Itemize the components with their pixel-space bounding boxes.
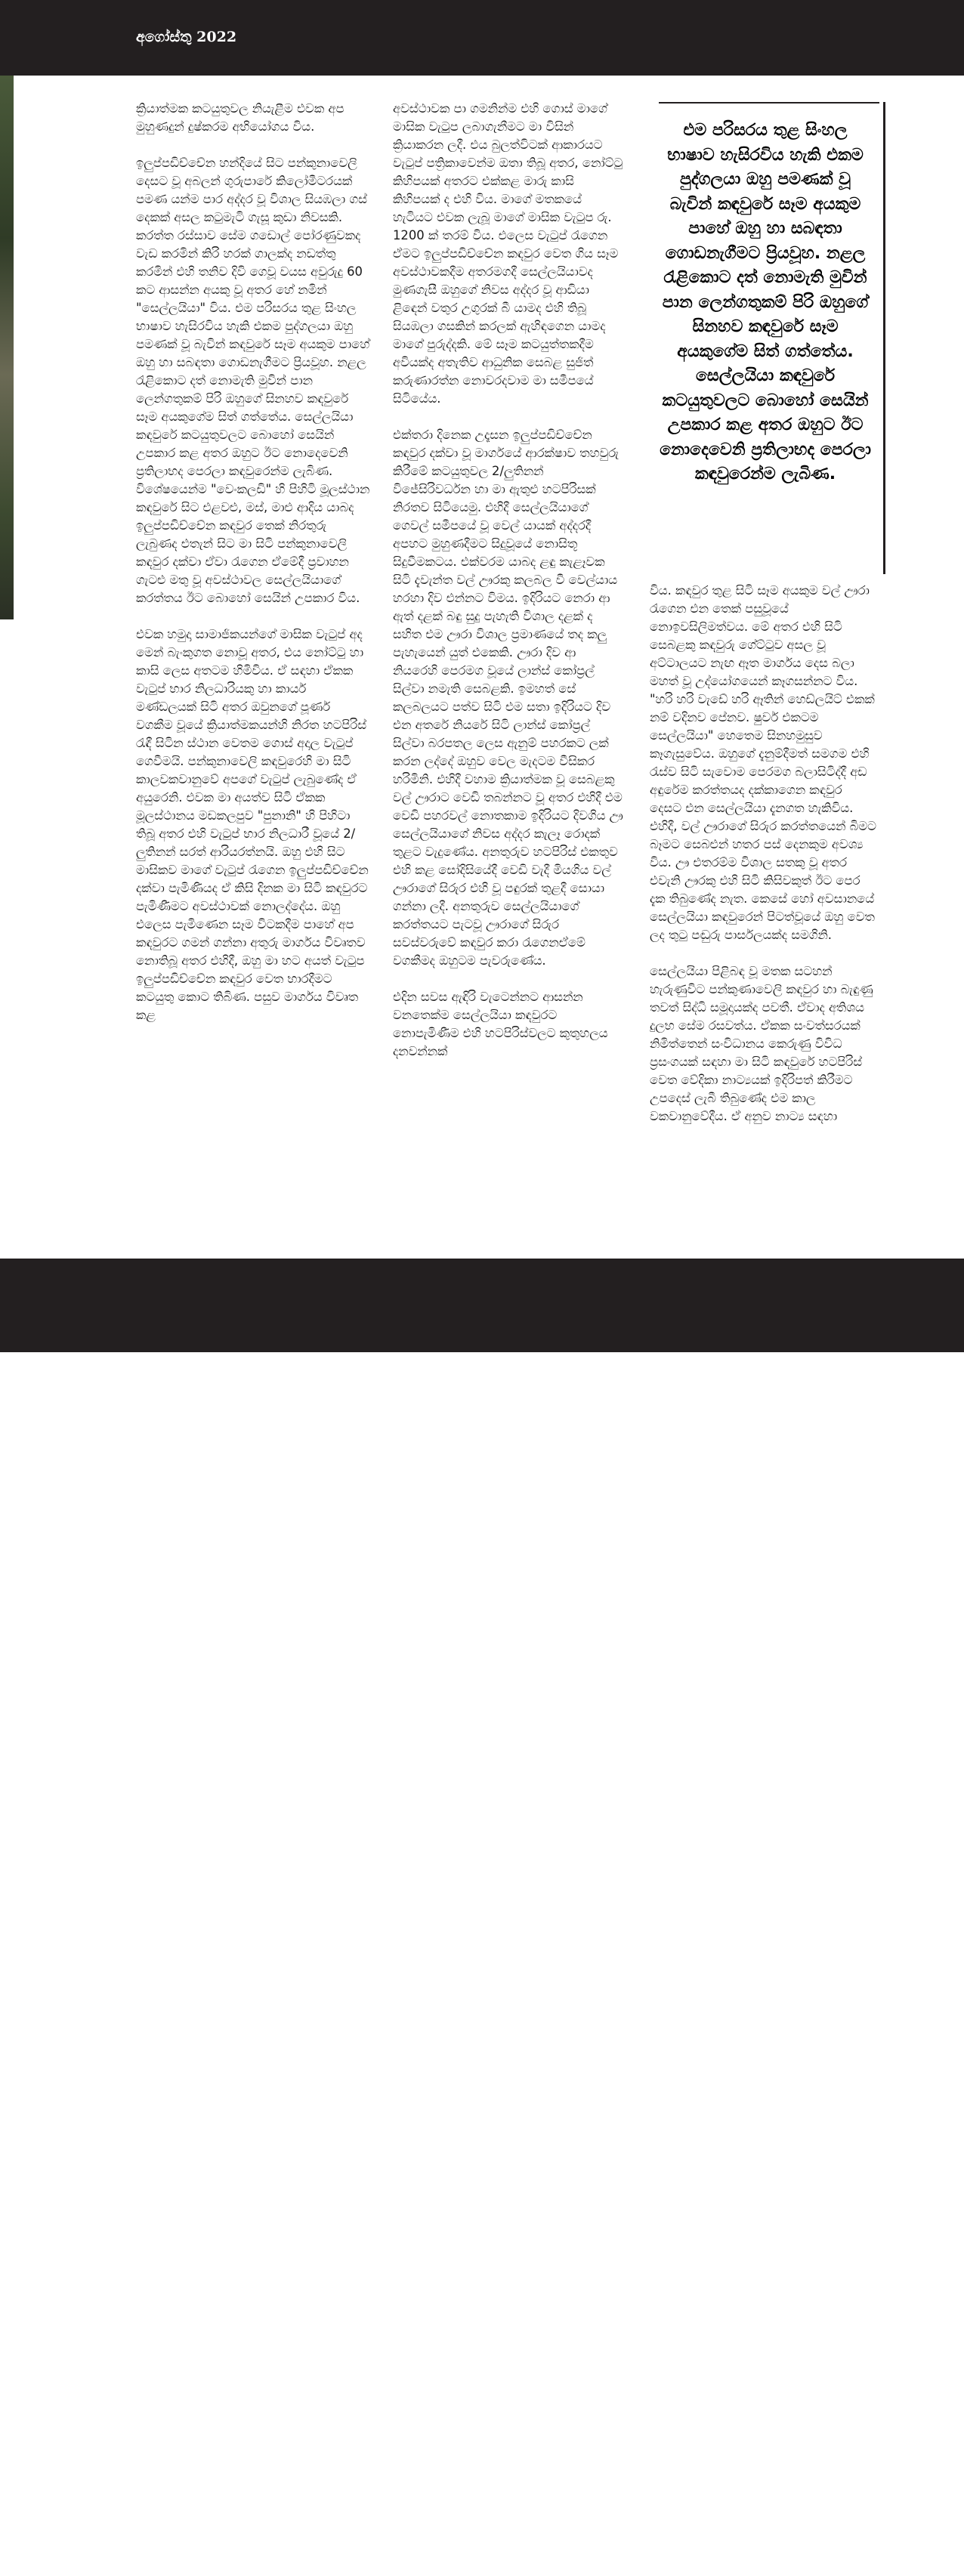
pull-quote-text: එම පරිසරය තුළ සිංහල භාෂාව හැසිරවිය හැකි එකම පුද්ගලයා ඔහු පමණක් වූ බැවින් කඳවුරේ සෑම අයකුම පාහේ ඔහු හා සබඳතා ගොඩනැගීමට ප්‍රියවූහ. නළල රැළිකොට දත් නොමැති මුවින් පාන ලෙන්ගතුකම් පිරි ඔහුගේ සිනහව කඳවුරේ සෑම අයකුගේම සිත් ගත්තේය. සෙල්ලයියා කඳවුරේ කටයුතුවලට බොහෝ සෙයින් උපකාර කළ අතර ඔහුට ඊට නොදෙවෙනි ප්‍රතිලාභද පෙරලා කඳවුරෙන්ම ලැබිණ. bbox=[660, 121, 871, 483]
paragraph: සෙල්ලයියා පිළිබඳ වූ මතක සටහන් හැරුණුවිට පන්කුණාවෙලි කඳවුර හා බැඳුණු තවත් සිද්ධි සමූදායක්ද පවතී. ඒවාද අතිශය දුලභ සේම රසවත්ය. ඒකක සංවත්සරයක් නිමිත්තෙන් සංවිධානය කෙරුණු විවිධ ප්‍රසංගයක් සඳහා මා සිටි කඳවුරේ හටපිරිස් වෙත වේදිකා නාට්‍යයක් ඉදිරිපත් කිරීමට උපදෙස් ලැබී තිබුණේද එම කාල වකවානුවේදීය. ඒ අනුව නාට්‍ය සඳහා bbox=[650, 964, 873, 1123]
page-number: 43 bbox=[861, 2550, 878, 2565]
paragraph: එක්තරා දිනෙක උදෑසන ඉලුප්පඩිච්චේන කඳවුර දක්වා වූ මාර්ගයේ ආරක්ෂාව තහවුරු කිරීමේ කටයුතුවල 2/ලුතිනන් විජේසිරිවර්ධන හා මා ඇතුළු හටපිරිසක් නිරතව සිටියෙමු. එහිදී සෙල්ලයියාගේ ගෙවල් සමීපයේ වූ වෙල් යායක් අද්දරදී අපහට මුහුණදීමට සිදුවූයේ නොසිතූ සිදුවීමකටය. එක්වරම යාබද ළඳු කැළෑවක සිටි දැවැන්ත වල් ඌරකු කලබල වී වෙල්යාය හරහා දිව එන්නට විමය. ඉදිරියට නෙරා ආ ඇත් දළක් බඳු සුදු පැහැති විශාල දළක් ද සහිත එම ඌරා විශාල ප්‍රමාණයේ තද කලු පැහැයෙන් යුත් එකෙකි. ඌරා දිව ආ නියරෙහි පෙරමග වූයේ ලාන්ස් කෝප්‍රල් සිල්වා නමැති සෙබළකි. ඉමහත් සේ කලබලයට පත්ව සිටි එම සතා ඉදිරියට දිව එන අතරේ නියරේ සිටි ලාන්ස් කෝප්‍රල් සිල්වා බරපතල ලෙස ඇනුම් පහරකට ලක් කරන ලද්දේ ඔහුව වෙල මැදටම වීසිකර හරිමිනි. එහිදී වහාම ක්‍රියාත්මක වූ සෙබළකු වල් ඌරාට වෙඩි තබන්නට වූ අතර එහිදී එම වෙඩි පහරවල් නොතකාම ඉදිරියට දිවගිය ඌ සෙල්ලයියාගේ නිවස අද්දර කැලෑ රොදක් තුළට වැදුණේය. අනතුරුව හටපිරිස් එකතුව එහි කළ සෝදිසියේදී වෙඩි වැදී මියගිය වල් ඌරාගේ සිරුර එහි වූ පඳුරක් තුළදී සොයා ගන්නා ලදී. අනතුරුව සෙල්ලයියාගේ කරත්තයට පැටවූ ඌරාගේ සිරුර සවස්වරුවේ කඳවුර කරා රැගෙනඒමේ වගකීමද ඔහුටම පැවරුණේය. bbox=[393, 428, 623, 968]
article-column-3 bbox=[650, 582, 876, 1144]
pull-quote-top-rule bbox=[659, 102, 879, 103]
paragraph: එවක හමුදා සාමාජිකයන්ගේ මාසික වැටුප් අද මෙන් බැංකුගත නොවූ අතර, එය නෝට්ටු හා කාසි ලෙස අතටම හිමිවිය. ඒ සඳහා ඒකක වැටුප් භාර නිලධාරියකු හා කාර්ය මණ්ඩලයක් සිටි අතර ඔවුනගේ පූර්ණ වගකීම වූයේ ක්‍රියාත්මකයන්හි නිරත හටපිරිස් රැඳී සිටින ස්ථාන වෙතම ගොස් අදාල වැටුප් ගෙවීමයි. පන්කුනාවෙලි කඳවුරෙහි මා සිටි කාලවකවානුවේ අපගේ වැටුප් ලැබුණේද ඒ අයුරෙනි. එවක මා අයත්ව සිටි ඒකක මූලස්ථානය මඩකලපුව "පුනානි" හි පිහිටා තිබූ අතර එහි වැටුප් භාර නිලධාරී වූයේ 2/ලුතිනන් සරත් ආරියරත්නයි. ඔහු එහි සිට මාසිකව මාගේ වැටුප් රැගෙන ඉලුප්පඩිච්චේන දක්වා පැමිණියද ඒ කිසි දිනක මා සිටි කඳවුරට පැමිණීමට අවස්ථාවක් නොලද්දේය. ඔහු එලෙස පැමිණෙන සෑම විටකදීම පාහේ අප කඳවුරට ගමන් ගන්නා අතුරු මාර්ගය විවෘතව නොතිබූ අතර එහිදී, ඔහු මා හට අයත් වැටුප ඉලුප්පඩිච්චේන කඳවුර වෙත භාරදීමට කටයුතු කොට තිබිණ. පසුව මාර්ගය විවෘත කළ bbox=[136, 627, 369, 1022]
paragraph: අවස්ථාවක පා ගමනින්ම එහි ගොස් මාගේ මාසික වැටුප ලබාගැනීමට මා විසින් ක්‍රියාකරන ලදී. එය බුලත්විටක් ආකාරයට වැටුප් පත්‍රිකාවෙන්ම ඔතා තිබූ අතර, නෝට්ටු කිහිපයක් අතරට එක්කළ මාරු කාසි කිහිපයක් ද එහි විය. මාගේ මතකයේ හැටියට එවක ලැබූ මාගේ මාසික වැටුප රු. 1200 ක් තරම් විය. එලෙස වැටුප් රැගෙන ඒමට ඉලුප්පඩිච්චේන කඳවුර වෙත ගිය සෑම අවස්ථාවකදීම අතරමගදී සෙල්ලයියාවද මුණගැසී ඔහුගේ නිවස අද්දර වූ ආඩියා ළිඳෙන් වතුර උගුරක් බී යාමද එහි තිබූ සියඹලා ගසකින් කරලක් ඇහිඳගෙන යාමද මාගේ පුරුද්දකි. මේ සෑම කටයුත්තකදීම අවියක්ද අතැතිව ආධුනික සෙබළ සුජිත් කරුණාරත්න නොවරදවාම මා සමීපයේ සිටියේය. bbox=[393, 101, 623, 406]
header-bar bbox=[0, 0, 964, 76]
article-column-2 bbox=[393, 100, 623, 1079]
paragraph: එදින සවස ඇඳිරි වැටෙන්නට ආසන්න වනතෙක්ම සෙල්ලයියා කඳවුරට නොපැමිණීම එහි හටපිරිස්වලට කුතුහලය දනවන්නක් bbox=[393, 990, 608, 1058]
paragraph: ක්‍රියාත්මක කටයුතුවල නියැළීම එවක අප මුහුණදුන් දුෂ්කරම අභියෝගය විය. bbox=[136, 101, 345, 134]
pull-quote-side-rule bbox=[883, 102, 885, 574]
photo-edge bbox=[0, 76, 14, 619]
magazine-masthead: රණවිරුවා bbox=[137, 2546, 246, 2576]
paragraph: ඉලුප්පඩිච්චේන හන්දියේ සිට පන්කුනාවෙලි දෙසට වූ අබලන් ගුරුපාරේ කිලෝමීටරයක් පමණ යන්ම පාර අද්දර වූ විශාල සියඹලා ගස් දෙකක් අසල කටුමැටි ගැසූ කුඩා නිවසකි. කරත්ත රස්සාව සේම ගඩොල් පෝරණුවකද වැඩ කරමින් කිරි හරක් ගාලක්ද නඩත්තු කරමින් එහි තනිව දිවි ගෙවූ වයස අවුරුදු 60 කට ආසන්න අයකු වූ අතර හේ නමින් "සෙල්ලයියා" විය. එම පරිසරය තුළ සිංහල භාෂාව හැසිරවිය හැකි එකම පුද්ගලයා ඔහු පමණක් වූ බැවින් කඳවුරේ සෑම අයකුම පාහේ ඔහු හා සබඳතා ගොඩනැගීමට ප්‍රියවූහ. නළල රැළිකොට දත් නොමැති මුවින් පාන ලෙන්ගතුකම් පිරි ඔහුගේ සිනහව කඳවුරේ සෑම අයකුගේම සිත් ගත්තේය. සෙල්ලයියා කඳවුරේ කටයුතුවලට බොහෝ සෙයින් උපකාර කළ අතර ඔහුට ඊට නොදෙවෙනි ප්‍රතිලාභද පෙරලා කඳවුරෙන්ම ලැබිණ. විශේෂයෙන්ම "වෙංකලඩි" හි පිහිටි මූලස්ථාන කඳවුරේ සිට එළවළු, මස්, මාළු ආදිය යාබද ඉලුප්පඩිච්චේන කඳවුර තෙක් නිරතුරු ලැබුණද එතැන් සිට මා සිටි පන්කුනාවෙලි කඳවුර දක්වා ඒවා රැගෙන ඒමේදී ප්‍රවාහන ගැටළු මතු වූ අවස්ථාවල සෙල්ලයියාගේ කරත්තය ඊට බොහෝ සෙයින් උපකාර විය. bbox=[136, 156, 370, 605]
pull-quote bbox=[659, 102, 885, 574]
article-column-1 bbox=[136, 100, 370, 1042]
paragraph: විය. කඳවුර තුළ සිටි සෑම අයකුම වල් ඌරා රැගෙන එන තෙක් පසුවූයේ නොඉවසිලිමත්වය. මේ අතර එහි සිටි සෙබළකු කඳවුරු ගේට්ටුව අසල වූ අට්ටාලයට නැඟ ඈත මාර්ගය දෙස බලා මහත් වූ උද්යෝගයෙන් කෑගසන්නට විය. "හරි හරි වැඩේ හරි ඈතින් හෙඩ්ලයිට් එකක් නම් වදිනව පේනව. ෂුවර් එකටම සෙල්ලයියා" හෙතෙම සිනහමුසුව කෑගැසුවේය. ඔහුගේ දැනුම්දීමත් සමගම එහි රැස්ව සිටි සැවොම පෙරමග බලාසිටිද්දී අඩ අඳුරේම කරත්තයද දක්කාගෙන කඳවුර දෙසට එන සෙල්ලයියා දැනගත හැකිවිය. එහිදී, වල් ඌරාගේ සිරුර කරත්තයෙන් බිමට බෑමට සෙබළුන් හතර පස් දෙනකුම අවශ්‍ය විය. ඌ එතරම්ම විශාල සතකු වූ අතර එවැනි ඌරකු එහි සිටි කිසිවකුත් ඊට පෙර දැක තිබුණේද නැත. කෙසේ හෝ අවසානයේ සෙල්ලයියා කඳවුරෙන් පිටත්වූයේ ඔහු වෙත ලද තුටු පඬුරු පාර්සලයක්ද සමගිනි. bbox=[650, 583, 876, 942]
footer-bar bbox=[0, 1259, 964, 2576]
issue-date: අගෝස්තු 2022 bbox=[136, 29, 237, 45]
